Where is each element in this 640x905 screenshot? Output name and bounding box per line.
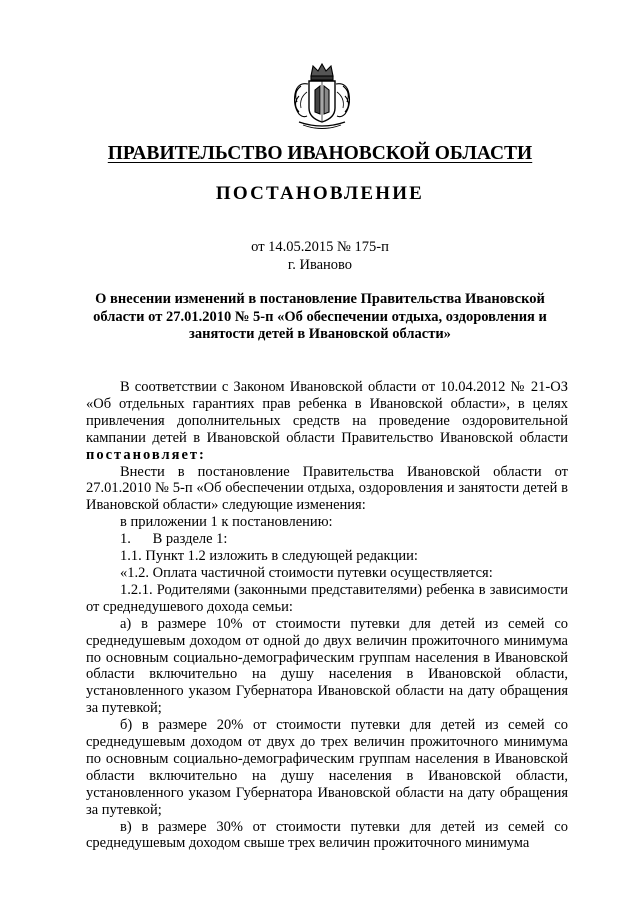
preamble-text: В соответствии с Законом Ивановской области от 10.04.2012 № 21-ОЗ «Об отдельных гарантиях прав ребенка в Ивановской области», в целях привлечения дополнительных средств на проведение оздоровительной кампании детей в Ивановской области Правительство Ивановской области bbox=[86, 379, 568, 446]
ivanovo-coat-of-arms-icon bbox=[289, 62, 355, 132]
paragraph: Внести в постановление Правительства Ивановской области от 27.01.2010 № 5-п «Об обеспечении отдыха, оздоровления и занятости детей в Ивановской области» следующие изменения: bbox=[86, 463, 568, 514]
paragraph: «1.2. Оплата частичной стоимости путевки осуществляется: bbox=[120, 564, 493, 581]
document-type: ПОСТАНОВЛЕНИЕ bbox=[215, 183, 425, 204]
document-title: О внесении изменений в постановление Правительства Ивановской области от 27.01.2010 № 5-п «Об обеспечении отдыха, оздоровления и занятости детей в Ивановской области» bbox=[93, 291, 547, 342]
paragraph: в) в размере 30% от стоимости путевки для детей из семей со среднедушевым доходом свыше трех величин прожиточного минимума bbox=[86, 818, 568, 852]
document-body bbox=[86, 379, 568, 852]
resolves-word: постановляет: bbox=[86, 446, 206, 463]
organization-name-text: ПРАВИТЕЛЬСТВО ИВАНОВСКОЙ ОБЛАСТИ bbox=[107, 143, 533, 164]
document-date-number: от 14.05.2015 № 175-п bbox=[251, 239, 389, 255]
paragraph: а) в размере 10% от стоимости путевки для детей из семей со среднедушевым доходом от одной до двух величин прожиточного минимума по основным социально-демографическим группам населения в Ивановской области включительно на душу населения в Ивановской области, установленного указом Губернатора Ивановской области на дату обращения за путевкой; bbox=[86, 615, 568, 717]
paragraph: в приложении 1 к постановлению: bbox=[120, 514, 333, 531]
paragraph-preamble bbox=[86, 379, 568, 464]
organization-name bbox=[0, 143, 640, 165]
paragraph: б) в размере 20% от стоимости путевки для детей из семей со среднедушевым доходом от двух до трех величин прожиточного минимума по основным социально-демографическим группам населения в Ивановской области включительно на душу населения в Ивановской области, установленного указом Губернатора Ивановской области на дату обращения за путевкой; bbox=[86, 717, 568, 818]
document-city: г. Иваново bbox=[287, 257, 353, 273]
paragraph: 1.1. Пункт 1.2 изложить в следующей редакции: bbox=[120, 548, 418, 565]
paragraph: 1.2.1. Родителями (законными представителями) ребенка в зависимости от среднедушевого дохода семьи: bbox=[86, 581, 568, 615]
paragraph: 1. В разделе 1: bbox=[120, 531, 228, 548]
